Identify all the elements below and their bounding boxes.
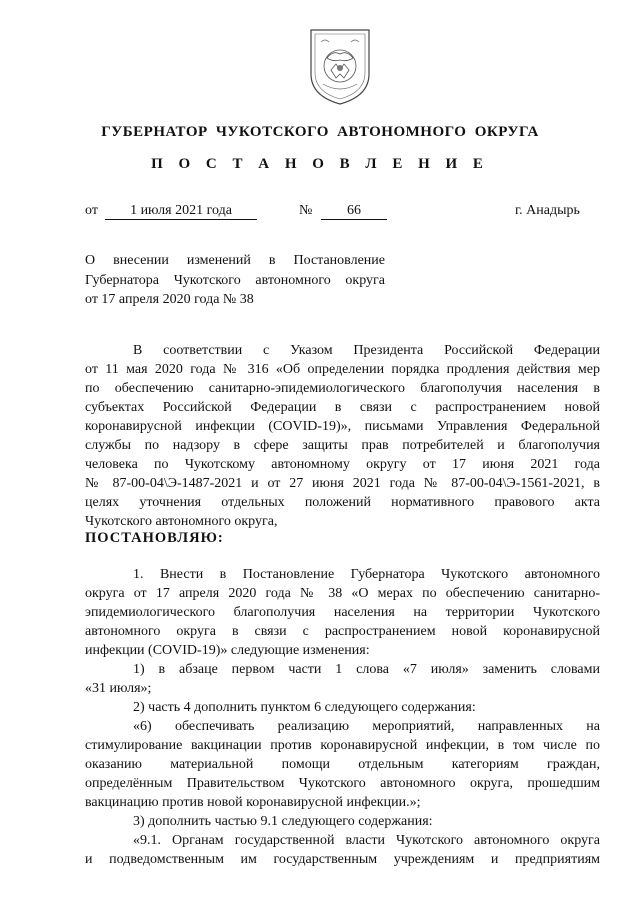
document-date: 1 июля 2021 года <box>105 203 257 220</box>
preamble-line: субъектах Российской Федерации в связи с распространением новой <box>85 400 600 415</box>
decree-items <box>85 565 600 869</box>
subject-line: О внесении изменений в Постановление <box>85 253 385 268</box>
document-number: 66 <box>321 203 387 220</box>
document-meta <box>85 203 600 223</box>
item-line: оказанию материальной помощи отдельным категориям граждан, <box>85 757 600 772</box>
item-line: округа от 17 апреля 2020 года № 38 «О мерах по обеспечению санитарно- <box>85 586 600 601</box>
item-line: «31 июля»; <box>85 681 152 696</box>
number-prefix: № <box>299 203 313 218</box>
preamble-line: службы по надзору в сфере защиты прав потребителей и благополучия <box>85 438 600 453</box>
subject-line: Губернатора Чукотского автономного округа <box>85 272 385 288</box>
item-line: «6) обеспечивать реализацию мероприятий, направленных на <box>133 719 600 734</box>
item-line: и подведомственным им государственным учреждениям и предприятиям <box>85 852 600 867</box>
preamble-line: коронавирусной инфекции (COVID-19)», письмами Управления Федеральной <box>85 419 600 434</box>
preamble-line: от 11 мая 2020 года № 316 «Об определении порядка продления действия мер <box>85 362 600 377</box>
preamble-line: целях уточнения отдельных положений нормативного правового акта <box>85 495 600 510</box>
item-line: вакцинацию против новой коронавирусной инфекции.»; <box>85 795 421 810</box>
item-line: 1) в абзаце первом части 1 слова «7 июля» заменить словами <box>133 662 600 677</box>
coat-of-arms-icon <box>303 24 377 108</box>
preamble <box>85 341 600 531</box>
item-line: автономного округа в связи с распространением новой коронавирусной <box>85 624 600 639</box>
preamble-line: Чукотского автономного округа, <box>85 514 278 529</box>
item-line: 1. Внести в Постановление Губернатора Чукотского автономного <box>133 567 600 582</box>
preamble-line: по обеспечению санитарно-эпидемиологического благополучия населения в <box>85 381 600 396</box>
subject-line: от 17 апреля 2020 года № 38 <box>85 292 254 307</box>
item-line: стимулирование вакцинации против коронавирусной инфекции, в том числе по <box>85 738 600 753</box>
item-line: 3) дополнить частью 9.1 следующего содержания: <box>133 814 433 829</box>
document-subject <box>85 251 385 310</box>
item-line: «9.1. Органам государственной власти Чукотского автономного округа <box>133 833 600 848</box>
preamble-line: В соответствии с Указом Президента Российской Федерации <box>133 343 600 358</box>
document-place: г. Анадырь <box>515 203 580 218</box>
preamble-line: человека по Чукотскому автономному округу от 17 июня 2021 года <box>85 457 600 472</box>
preamble-line: № 87-00-04\Э-1487-2021 и от 27 июня 2021 года № 87-00-04\Э-1561-2021, в <box>85 476 600 491</box>
item-line: определённым Правительством Чукотского автономного округа, прошедшим <box>85 776 600 791</box>
date-prefix: от <box>85 203 98 218</box>
item-line: инфекции (COVID-19)» следующие изменения: <box>85 643 370 658</box>
decree-heading: ПОСТАНОВЛЯЮ: <box>85 530 224 546</box>
issuing-authority: ГУБЕРНАТОР ЧУКОТСКОГО АВТОНОМНОГО ОКРУГА <box>101 124 539 140</box>
item-line: эпидемиологического благополучия населения на территории Чукотского <box>85 605 600 620</box>
document-type: П О С Т А Н О В Л Е Н И Е <box>151 156 489 172</box>
item-line: 2) часть 4 дополнить пунктом 6 следующего содержания: <box>133 700 476 715</box>
